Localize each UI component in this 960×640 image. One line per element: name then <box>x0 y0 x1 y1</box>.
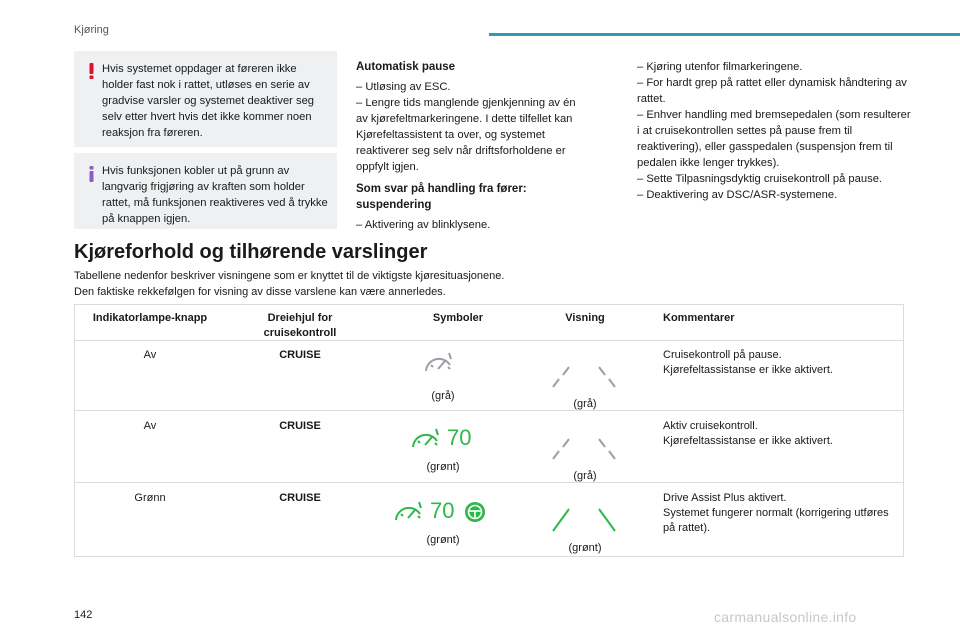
lamp-cell: Grønn <box>134 492 166 504</box>
right-item-5: – Deaktivering av DSC/ASR-systemene. <box>637 189 838 201</box>
display-note: (grå) <box>573 398 597 410</box>
lamp-cell: Av <box>143 420 157 432</box>
watermark: carmanualsonline.info <box>714 609 857 625</box>
page-number: 142 <box>74 609 93 621</box>
middle-item-2: – Lengre tids manglende gjenkjenning av én av kjørefeltmarkeringene. I dette tilfellet kan Kjørefeltassistent ta over, og systemet reaktiverer seg selv når driftsforholdene er oppfylt igjen. <box>356 97 576 173</box>
comment-cell <box>663 348 893 378</box>
set-speed: 70 <box>430 498 455 523</box>
column-header: Visning <box>565 312 605 324</box>
column-header: Symboler <box>432 312 484 324</box>
speedometer-paused-icon <box>423 351 455 377</box>
wheel-cell: CRUISE <box>279 492 321 504</box>
section-title: Kjøreforhold og tilhørende varslinger <box>74 241 428 263</box>
info-text: Hvis funksjonen kobler ut på grunn av langvarig frigjøring av kraften som holder rattet, må funksjonen reaktiveres ved å trykke på knappen igjen. <box>102 165 328 225</box>
display-note: (grønt) <box>568 542 602 554</box>
column-header: Kommentarer <box>663 312 735 324</box>
section-intro <box>74 268 504 300</box>
comment-cell <box>663 491 893 536</box>
lane-lines-green-icon <box>549 503 619 533</box>
warning-icon <box>89 63 94 79</box>
symbol-note: (grå) <box>431 390 455 402</box>
comment-line-2: Kjørefeltassistanse er ikke aktivert. <box>663 435 833 447</box>
lane-lines-grey-icon <box>549 359 619 389</box>
comment-line-1: Drive Assist Plus aktivert. <box>663 492 787 504</box>
row-divider <box>75 482 903 483</box>
comment-line-2: Systemet fungerer normalt (korrigering utføres på rattet). <box>663 507 889 534</box>
comment-line-1: Cruisekontroll på pause. <box>663 349 782 361</box>
steering-wheel-icon <box>464 501 486 523</box>
right-item-1: – Kjøring utenfor filmarkeringene. <box>637 61 803 73</box>
comment-cell <box>663 419 893 449</box>
middle-column <box>356 59 588 233</box>
driver-suspend-heading: Som svar på handling fra fører: suspendering <box>356 183 527 211</box>
speedometer-active-icon <box>393 500 425 526</box>
set-speed: 70 <box>447 425 472 450</box>
row-divider <box>75 340 903 341</box>
symbol-note: (grønt) <box>426 461 460 473</box>
comment-line-1: Aktiv cruisekontroll. <box>663 420 758 432</box>
middle-item-1: – Utløsing av ESC. <box>356 81 451 93</box>
lamp-cell: Av <box>143 349 157 361</box>
symbol-note: (grønt) <box>426 534 460 546</box>
warning-note <box>74 51 337 147</box>
info-icon <box>89 166 94 182</box>
automatic-pause-heading: Automatisk pause <box>356 61 456 73</box>
right-item-2: – For hardt grep på rattet eller dynamisk håndtering av rattet. <box>637 77 907 105</box>
speedometer-active-icon <box>410 427 442 453</box>
wheel-cell: CRUISE <box>279 420 321 432</box>
middle-item-3: – Aktivering av blinklysene. <box>356 219 491 231</box>
wheel-cell: CRUISE <box>279 349 321 361</box>
comment-line-2: Kjørefeltassistanse er ikke aktivert. <box>663 364 833 376</box>
warning-text: Hvis systemet oppdager at føreren ikke holder fast nok i rattet, utløses en serie av gradvise varsler og systemet deaktiver seg selv etter hvert hvis det ikke kommer noen reaksjon fra føreren. <box>102 63 315 139</box>
right-column <box>637 59 912 203</box>
info-note <box>74 153 337 229</box>
running-header: Kjøring <box>74 24 109 36</box>
status-table <box>74 304 904 557</box>
right-item-4: – Sette Tilpasningsdyktig cruisekontroll på pause. <box>637 173 883 185</box>
display-note: (grå) <box>573 470 597 482</box>
right-item-3: – Enhver handling med bremsepedalen (som resulterer i at cruisekontrollen settes på pause frem til reaktivering), eller gasspedalen (suspensjon frem til pedalen ikke lenger trykkes). <box>637 109 911 169</box>
intro-line-2: Den faktiske rekkefølgen for visning av disse varslene kan være annerledes. <box>74 286 446 298</box>
column-header: Dreiehjul for cruisekontroll <box>263 312 337 339</box>
intro-line-1: Tabellene nedenfor beskriver visningene som er knyttet til de viktigste kjøresituasjonene. <box>74 270 505 282</box>
column-header: Indikatorlampe-knapp <box>92 312 208 324</box>
header-accent-bar <box>489 33 960 36</box>
lane-lines-grey-icon <box>549 431 619 461</box>
row-divider <box>75 410 903 411</box>
